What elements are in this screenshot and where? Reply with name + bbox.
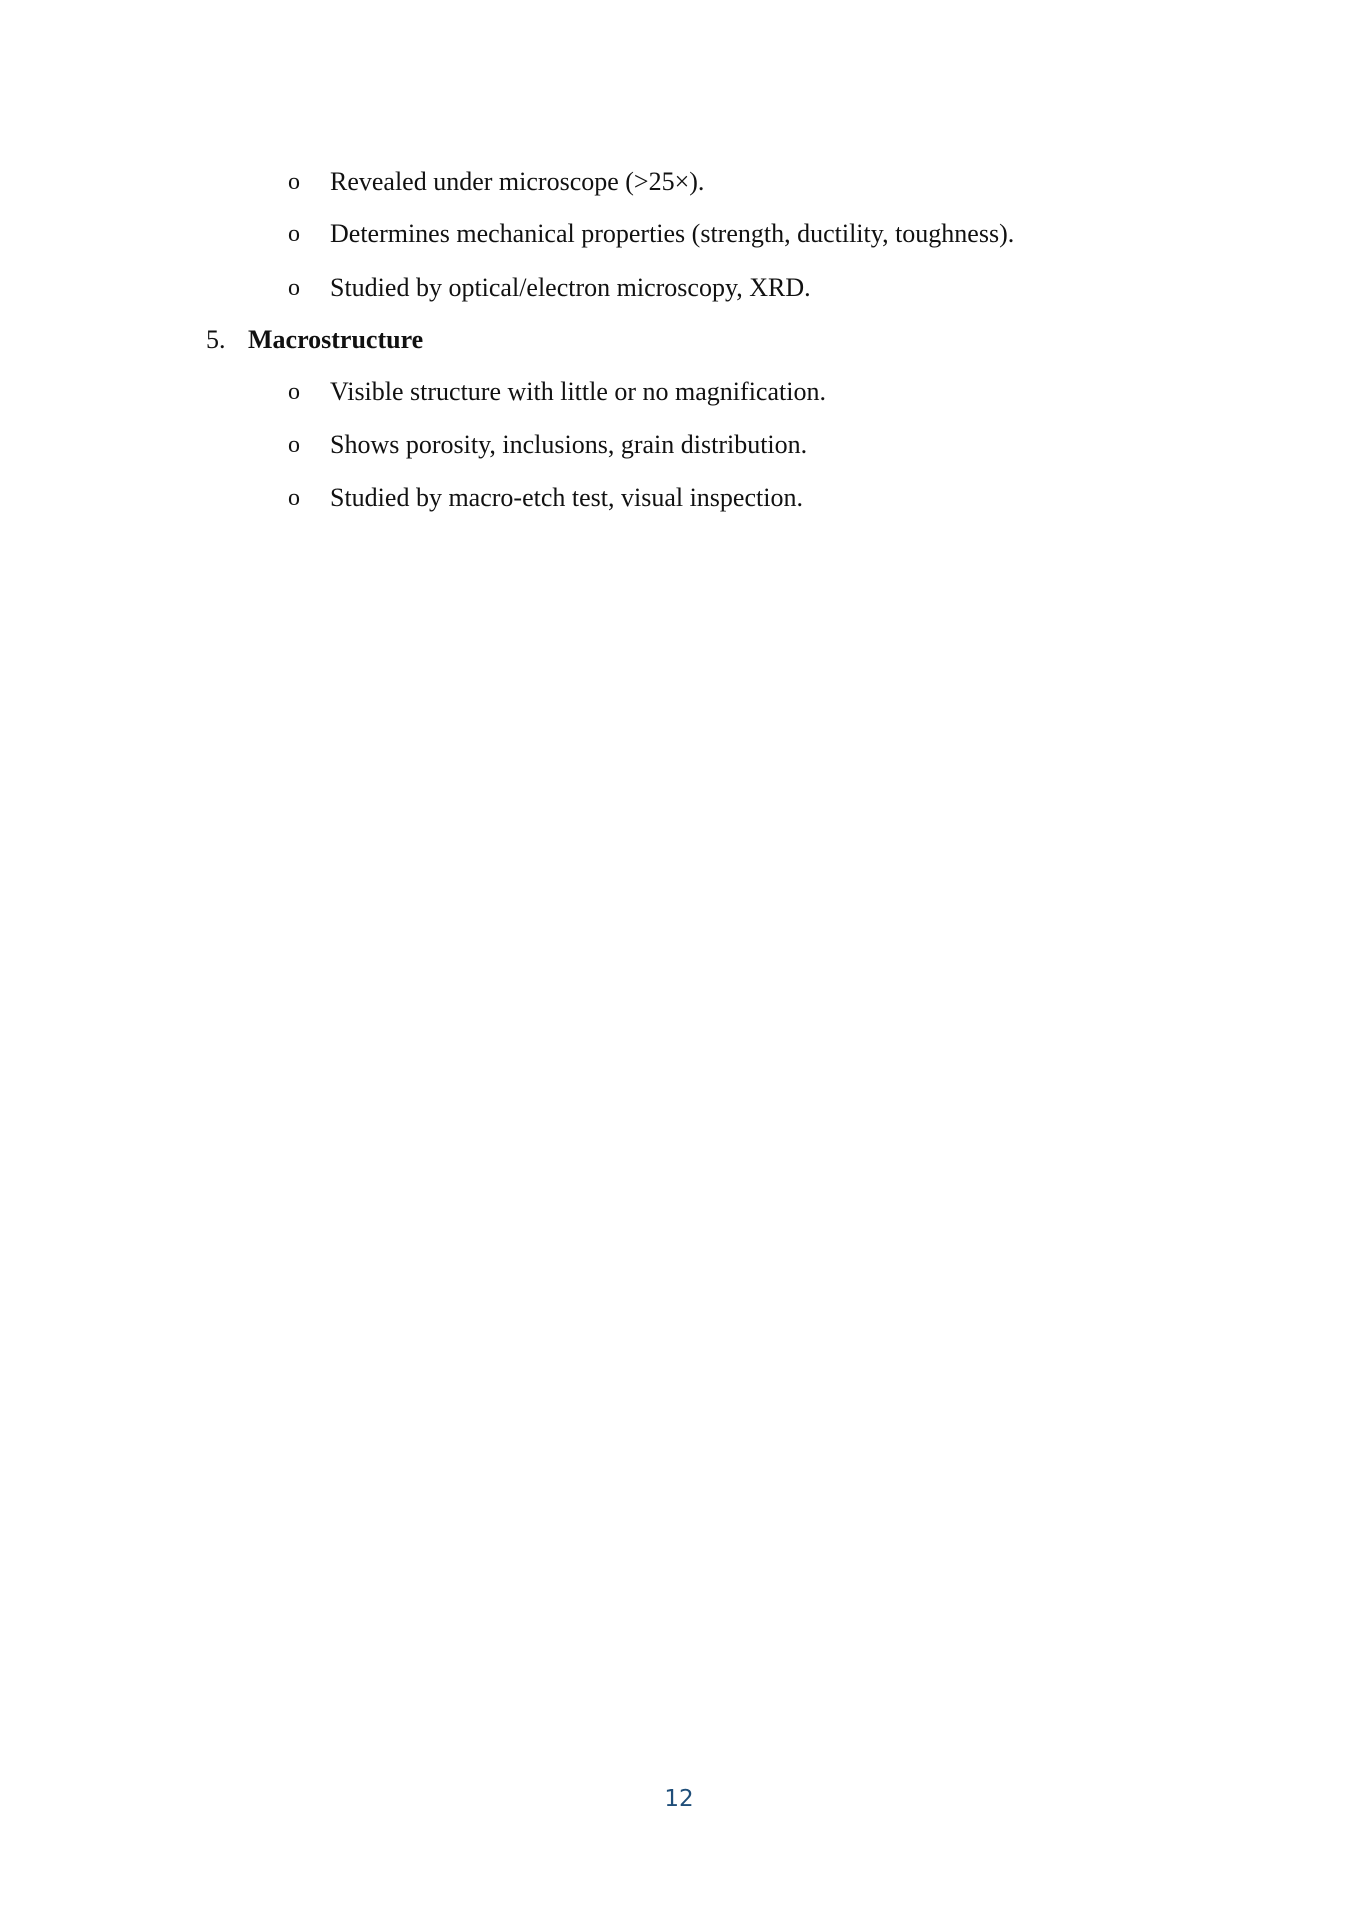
list-bullet: o bbox=[288, 432, 300, 458]
list-bullet: o bbox=[288, 169, 300, 195]
list-item: Visible structure with little or no magnification. bbox=[330, 377, 826, 406]
section-number: 5. bbox=[206, 325, 226, 354]
list-bullet: o bbox=[288, 485, 300, 511]
list-bullet: o bbox=[288, 379, 300, 405]
list-bullet: o bbox=[288, 275, 300, 301]
list-item: Studied by optical/electron microscopy, XRD. bbox=[330, 273, 811, 302]
list-item: Revealed under microscope (>25×). bbox=[330, 167, 705, 196]
page-number: 12 bbox=[664, 1786, 694, 1812]
list-bullet: o bbox=[288, 221, 300, 247]
list-item: Determines mechanical properties (strength, ductility, toughness). bbox=[330, 219, 1015, 248]
list-item: Shows porosity, inclusions, grain distribution. bbox=[330, 430, 808, 459]
section-heading: Macrostructure bbox=[248, 325, 424, 354]
list-item: Studied by macro-etch test, visual inspection. bbox=[330, 483, 803, 512]
